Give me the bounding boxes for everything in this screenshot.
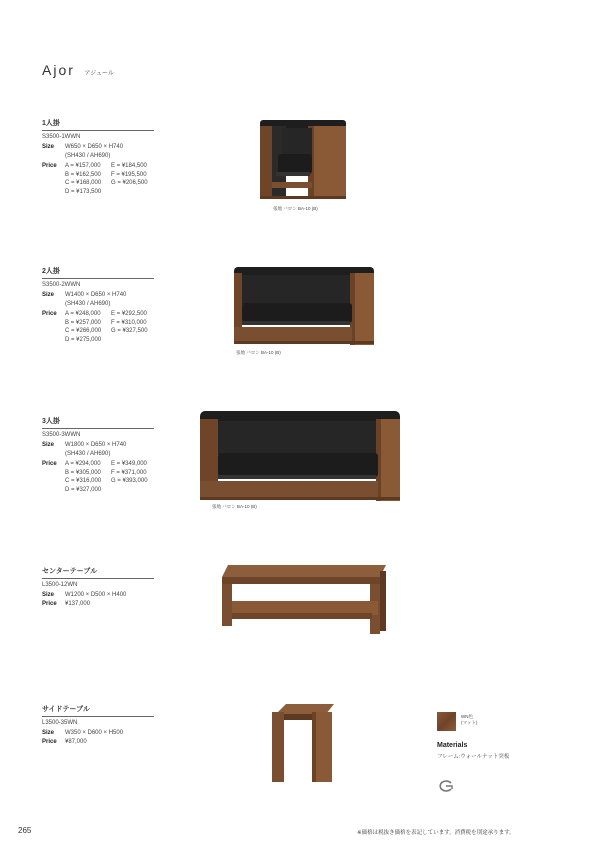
price-a: A = ¥294,000	[65, 461, 101, 467]
price-g: G = ¥206,500	[111, 180, 148, 186]
section-center-table	[42, 566, 157, 608]
swatch-finish: (マット)	[461, 720, 478, 725]
armchair-image	[258, 116, 348, 202]
center-table-image	[218, 563, 388, 639]
price-row	[42, 600, 157, 609]
upholstery-caption: 張地 バロン BA-10 (B)	[273, 206, 318, 211]
materials-title: Materials	[437, 742, 468, 749]
product-code: S3500-2WWN	[42, 282, 81, 288]
section-title: 1人掛	[42, 118, 154, 131]
price-c: C = ¥316,000	[65, 478, 102, 484]
product-code: S3500-3WWN	[42, 432, 81, 438]
size-label: Size	[42, 592, 55, 598]
price-c: C = ¥266,000	[65, 328, 102, 334]
price-value: ¥137,000	[65, 600, 91, 607]
price-e: E = ¥184,500	[111, 163, 147, 169]
product-code: L3500-35WN	[42, 720, 78, 726]
size-subvalue: (SH430 / AH690)	[65, 300, 111, 307]
sofa-3-seat-image	[198, 407, 402, 505]
price-label: Price	[42, 163, 57, 169]
size-value: W1400 × D650 × H740	[65, 292, 127, 298]
price-label: Price	[42, 461, 57, 467]
sofa-2-seat-image	[232, 263, 376, 347]
swatch-label	[461, 714, 477, 726]
size-row	[42, 291, 157, 308]
swatch-name: WN色	[461, 714, 473, 719]
wood-swatch	[437, 712, 456, 731]
price-d: D = ¥275,000	[65, 336, 102, 343]
price-block	[42, 460, 157, 494]
tax-footnote: ※価格は税抜き価格を表記しています。消費税を別途承ります。	[357, 830, 515, 836]
product-code: S3500-1WWN	[42, 134, 81, 140]
price-g: G = ¥393,000	[111, 478, 148, 484]
price-b: B = ¥257,000	[65, 319, 101, 326]
price-b: B = ¥305,000	[65, 469, 101, 476]
size-row	[42, 729, 157, 738]
section-title: 3人掛	[42, 416, 154, 429]
price-f: F = ¥371,000	[111, 469, 147, 476]
price-a: A = ¥248,000	[65, 311, 101, 317]
product-code: L3500-12WN	[42, 582, 78, 588]
price-b: B = ¥162,500	[65, 171, 101, 178]
brand-name: Ajor	[42, 62, 75, 78]
size-subvalue: (SH430 / AH690)	[65, 450, 111, 457]
upholstery-caption: 張地 バロン BA-10 (B)	[236, 350, 281, 355]
price-f: F = ¥195,500	[111, 171, 147, 178]
price-a: A = ¥157,000	[65, 163, 101, 169]
size-value: W650 × D650 × H740	[65, 144, 124, 150]
price-label: Price	[42, 600, 57, 607]
side-table-image	[268, 702, 338, 784]
size-label: Size	[42, 292, 55, 298]
size-label: Size	[42, 442, 55, 448]
section-title: センターテーブル	[42, 566, 154, 579]
section-title: 2人掛	[42, 266, 154, 279]
price-e: E = ¥349,000	[111, 461, 147, 467]
size-label: Size	[42, 144, 55, 150]
section-title: サイドテーブル	[42, 704, 154, 717]
price-f: F = ¥310,000	[111, 319, 147, 326]
price-e: E = ¥292,500	[111, 311, 147, 317]
section-side-table	[42, 704, 157, 746]
price-label: Price	[42, 738, 57, 745]
green-grade-icon	[437, 779, 455, 797]
brand-header	[42, 62, 114, 80]
price-d: D = ¥173,500	[65, 188, 102, 195]
size-value: W1800 × D650 × H740	[65, 442, 127, 448]
price-d: D = ¥327,000	[65, 486, 102, 493]
price-block	[42, 310, 157, 344]
section-seat1	[42, 118, 157, 196]
price-value: ¥87,000	[65, 738, 87, 745]
section-seat3	[42, 416, 157, 494]
page-number: 265	[18, 826, 32, 835]
brand-kana: アジュール	[84, 71, 114, 77]
price-g: G = ¥327,500	[111, 328, 148, 334]
section-seat2	[42, 266, 157, 344]
materials-text: フレーム:ウォールナット突板	[437, 754, 510, 760]
size-row	[42, 441, 157, 458]
upholstery-caption: 張地 バロン BA-10 (B)	[212, 504, 257, 509]
size-value: W350 × D600 × H500	[65, 730, 124, 736]
size-label: Size	[42, 730, 55, 736]
price-block	[42, 162, 157, 196]
price-label: Price	[42, 311, 57, 317]
price-row	[42, 738, 157, 747]
size-row	[42, 591, 157, 600]
size-subvalue: (SH430 / AH690)	[65, 152, 111, 159]
price-c: C = ¥168,000	[65, 180, 102, 186]
size-row	[42, 143, 157, 160]
size-value: W1200 × D500 × H400	[65, 592, 127, 598]
